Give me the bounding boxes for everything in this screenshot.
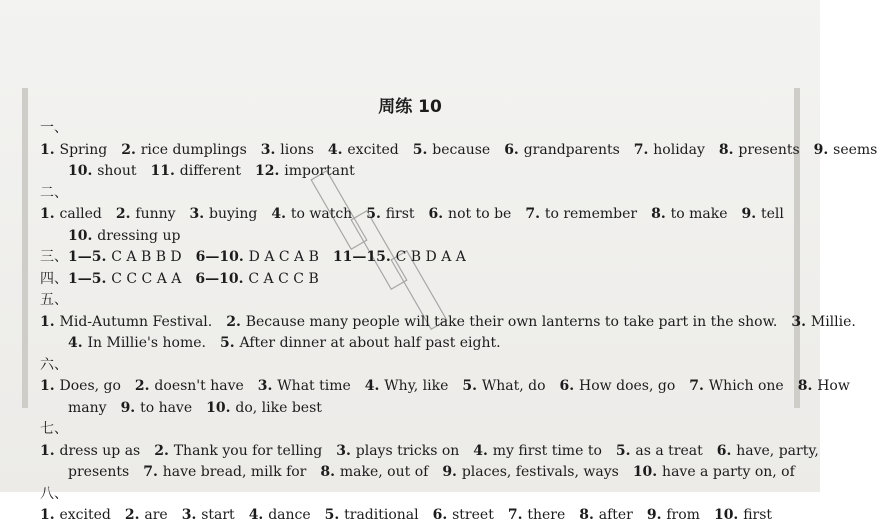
answer-text: make, out of [339, 464, 429, 480]
answer-item [121, 142, 247, 158]
answer-item [633, 464, 795, 480]
answer-item [616, 443, 703, 459]
answer-number: 4. [271, 206, 291, 222]
answer-item [336, 443, 459, 459]
answer-text: Mid-Autumn Festival. [59, 313, 213, 330]
answer-number: 7. [525, 206, 545, 222]
answer-text: are [144, 507, 168, 523]
section-label: 二、 [40, 184, 68, 201]
answer-number: 11. [150, 163, 180, 179]
answer-item [195, 271, 318, 287]
answer-number: 4. [364, 378, 385, 394]
answer-number: 9. [442, 464, 462, 480]
answer-item [135, 378, 244, 394]
answer-number: 6. [428, 206, 449, 222]
answer-text: holiday [653, 141, 705, 158]
answer-line [40, 226, 810, 248]
answer-line [40, 183, 810, 226]
answer-line [40, 269, 810, 291]
answer-number: 3. [181, 507, 202, 523]
answer-item [143, 464, 306, 480]
answer-number: 2. [121, 141, 141, 158]
answer-item [68, 464, 129, 480]
answer-text: Because many people will take their own lanterns to take part in the show. [245, 313, 778, 330]
answer-text: have a party on, of [662, 464, 795, 480]
answer-number: 3. [260, 141, 281, 158]
answer-line [40, 462, 810, 484]
answer-item [121, 400, 193, 416]
answer-number: 8. [718, 141, 739, 158]
answer-number: 10. [713, 507, 744, 523]
answer-text: Which one [708, 378, 784, 394]
answer-number: 5. [462, 378, 482, 394]
answer-number: 5. [615, 442, 636, 459]
answer-number: 9. [120, 399, 141, 416]
answer-item [68, 335, 206, 351]
answer-item [154, 443, 322, 459]
answer-text: plays tricks on [355, 442, 460, 459]
answer-item [68, 400, 107, 416]
answer-item [366, 206, 414, 222]
page-title: 周练 10 [378, 97, 442, 117]
answer-line [40, 333, 810, 355]
answer-number: 7. [143, 464, 163, 480]
answer-number: 8. [320, 464, 340, 480]
answer-line [40, 161, 810, 183]
answer-item [40, 314, 212, 330]
answer-text: important [284, 163, 355, 179]
answer-item [814, 142, 878, 158]
answer-line [40, 398, 810, 420]
section-label: 八、 [40, 485, 68, 502]
answer-text: How [817, 378, 850, 394]
answer-number: 10. [206, 399, 236, 416]
answer-number: 2. [134, 378, 155, 394]
answer-item [151, 163, 242, 179]
answer-line [40, 290, 856, 333]
answer-number: 6—10. [195, 249, 249, 265]
answer-key [40, 118, 878, 527]
answer-item [125, 507, 168, 523]
answer-text: not to be [448, 206, 512, 222]
answer-text: to remember [544, 206, 638, 222]
answer-number: 2. [154, 442, 174, 459]
answer-number: 1. [40, 378, 60, 394]
answer-number: 4. [68, 335, 88, 351]
answer-item [508, 507, 565, 523]
answer-text: Millie. [810, 313, 856, 330]
answer-item [413, 142, 490, 158]
answer-text: D A C A B [248, 249, 319, 265]
answer-text: different [179, 163, 242, 179]
answer-text: dressing up [97, 227, 181, 244]
answer-text: first [743, 507, 773, 523]
answer-line [40, 247, 810, 269]
answer-text: from [666, 507, 700, 523]
answer-text: dress up as [59, 442, 141, 459]
answer-text: How does, go [579, 378, 676, 394]
answer-number: 11—15. [332, 249, 396, 265]
answer-number: 10. [68, 227, 98, 244]
answer-item [462, 378, 545, 394]
section-label: 五、 [40, 292, 68, 308]
answer-item [220, 335, 501, 351]
answer-number: 7. [633, 141, 654, 158]
answer-text: dance [268, 507, 311, 523]
answer-number: 12. [255, 163, 285, 179]
answer-item [689, 378, 783, 394]
answer-item [717, 443, 819, 459]
answer-text: Does, go [59, 378, 121, 394]
answer-item [40, 206, 102, 222]
answer-text: start [201, 507, 235, 523]
answer-text: C A B B D [111, 249, 182, 265]
answer-item [798, 378, 850, 394]
answer-text: traditional [344, 507, 419, 523]
answer-text: grandparents [523, 141, 620, 158]
answer-item [442, 464, 619, 480]
answer-item [249, 507, 311, 523]
answer-item [68, 163, 137, 179]
answer-item [579, 507, 633, 523]
answer-text: Thank you for telling [173, 442, 323, 459]
answer-text: seems [833, 141, 878, 158]
answer-item [433, 507, 494, 523]
answer-number: 4. [327, 141, 348, 158]
answer-number: 6—10. [195, 270, 249, 287]
answer-item [473, 443, 602, 459]
answer-text: my first time to [492, 442, 602, 459]
answer-text: C B D A A [395, 249, 466, 265]
answer-number: 5. [219, 335, 240, 351]
answer-number: 6. [504, 141, 524, 158]
answer-number: 4. [248, 507, 269, 523]
answer-text: excited [59, 507, 111, 523]
answer-text: buying [209, 206, 258, 222]
answer-item [182, 507, 235, 523]
answer-number: 1. [40, 141, 60, 158]
answer-number: 7. [689, 378, 709, 394]
answer-number: 1—5. [68, 270, 112, 287]
answer-text: lions [280, 141, 314, 158]
answer-number: 4. [473, 442, 493, 459]
answer-text: C A C C B [248, 270, 319, 287]
answer-number: 3. [336, 442, 356, 459]
answer-number: 2. [115, 206, 136, 222]
section-label: 四、 [40, 270, 68, 287]
answer-text: to watch [290, 206, 353, 222]
answer-text: many [68, 399, 107, 416]
answer-text: presents [68, 464, 130, 480]
answer-item [40, 443, 140, 459]
answer-text: as a treat [635, 442, 703, 459]
answer-item [791, 314, 855, 330]
answer-text: after [598, 507, 633, 523]
section-label: 六、 [40, 356, 68, 373]
answer-number: 6. [559, 378, 580, 394]
answer-number: 1. [40, 206, 60, 222]
answer-number: 5. [324, 507, 345, 523]
answer-text: have bread, milk for [162, 464, 307, 480]
answer-text: After dinner at about half past eight. [239, 335, 501, 351]
answer-text: have, party, [736, 442, 819, 459]
answer-number: 3. [257, 378, 278, 394]
answer-item [333, 249, 466, 265]
answer-number: 5. [366, 206, 386, 222]
answer-text: doesn't have [154, 378, 244, 394]
answer-number: 1. [40, 507, 60, 523]
answer-number: 2. [124, 507, 145, 523]
answer-line [40, 419, 819, 462]
answer-item [328, 142, 399, 158]
answer-text: What time [277, 378, 351, 394]
answer-number: 8. [797, 378, 818, 394]
answer-text: to make [670, 206, 728, 222]
answer-item [651, 206, 727, 222]
section-label: 一、 [40, 120, 68, 136]
answer-number: 10. [632, 464, 663, 480]
answer-item [647, 507, 700, 523]
answer-item [504, 142, 620, 158]
answer-item [258, 378, 351, 394]
answer-text: In Millie's home. [87, 335, 206, 351]
answer-number: 8. [579, 507, 599, 523]
answer-line [40, 118, 878, 161]
answer-number: 3. [791, 313, 811, 330]
answer-number: 1. [40, 313, 60, 330]
answer-item [719, 142, 800, 158]
answer-text: rice dumplings [140, 141, 247, 158]
answer-number: 6. [432, 507, 453, 523]
answer-line [40, 484, 810, 527]
answer-item [634, 142, 705, 158]
answer-number: 8. [651, 206, 671, 222]
answer-item [196, 249, 319, 265]
answer-item [742, 206, 784, 222]
answer-item [68, 249, 182, 265]
answer-text: first [385, 206, 415, 222]
answer-number: 2. [226, 313, 246, 330]
answer-text: tell [761, 206, 784, 222]
answer-item [40, 142, 107, 158]
answer-number: 6. [716, 442, 737, 459]
answer-item [68, 271, 181, 287]
answer-item [261, 142, 314, 158]
answer-item [429, 206, 512, 222]
answer-text: Spring [59, 141, 108, 158]
answer-text: called [59, 206, 102, 222]
answer-item [40, 378, 121, 394]
answer-text: to have [140, 399, 193, 416]
answer-item [40, 507, 111, 523]
answer-number: 9. [646, 507, 667, 523]
answer-text: Why, like [384, 378, 449, 394]
answer-item [560, 378, 676, 394]
answer-item [116, 206, 176, 222]
answer-number: 1. [40, 442, 60, 459]
answer-number: 3. [189, 206, 210, 222]
section-label: 七、 [40, 421, 68, 437]
answer-text: C C C A A [111, 270, 182, 287]
answer-item [271, 206, 352, 222]
section-label: 三、 [40, 249, 68, 265]
answer-text: places, festivals, ways [461, 464, 619, 480]
answer-number: 9. [813, 141, 834, 158]
answer-item [68, 228, 180, 244]
left-page-edge [22, 88, 28, 408]
answer-text: there [527, 507, 566, 523]
answer-item [714, 507, 772, 523]
answer-number: 1—5. [68, 249, 112, 265]
answer-item [325, 507, 419, 523]
answer-item [226, 314, 777, 330]
answer-item [255, 163, 355, 179]
answer-number: 5. [412, 141, 433, 158]
answer-number: 9. [741, 206, 761, 222]
answer-number: 7. [507, 507, 528, 523]
answer-text: presents [738, 141, 800, 158]
answer-item [190, 206, 258, 222]
answer-item [320, 464, 428, 480]
answer-text: shout [97, 163, 137, 179]
answer-number: 10. [68, 163, 98, 179]
answer-text: because [432, 141, 491, 158]
answer-item [206, 400, 322, 416]
answer-text: excited [347, 141, 399, 158]
answer-text: street [452, 507, 494, 523]
answer-text: What, do [481, 378, 546, 394]
answer-line [40, 355, 850, 398]
answer-text: do, like best [235, 399, 322, 416]
answer-item [525, 206, 637, 222]
answer-text: funny [135, 206, 176, 222]
answer-item [365, 378, 449, 394]
